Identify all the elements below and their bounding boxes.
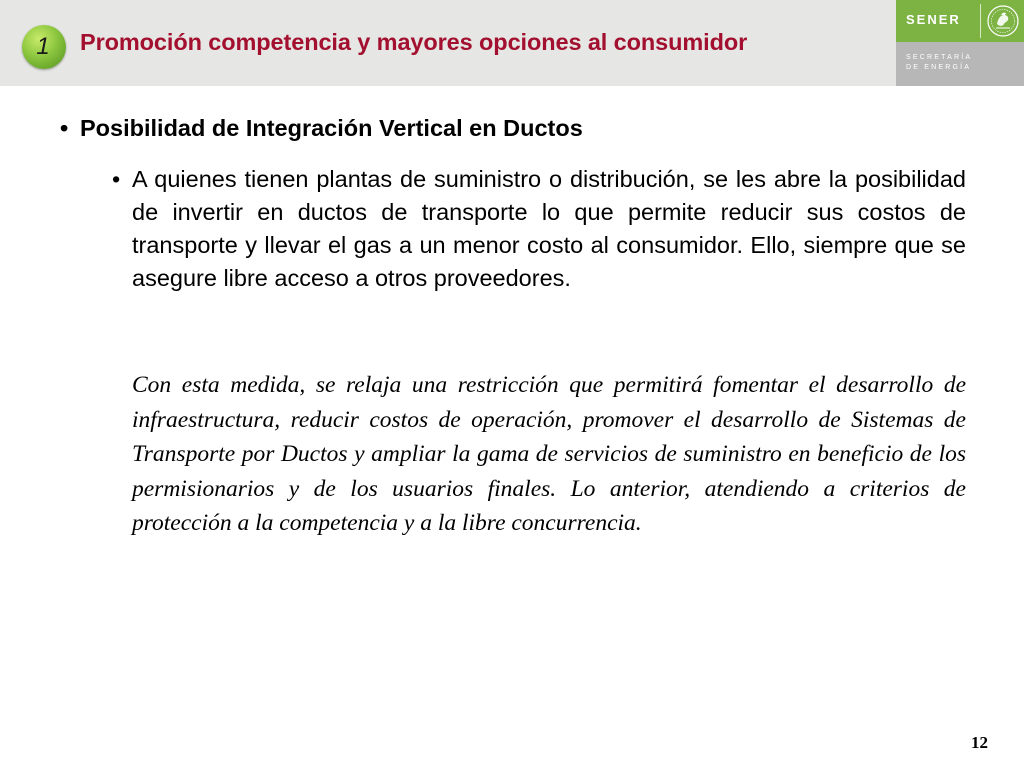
italic-paragraph: Con esta medida, se relaja una restricción que permitirá fomentar el desarrollo de infraestructura, reducir costos de operación, promover el desarrollo de Sistemas de Transporte por Ductos y ampliar la gama de servicios de suministro en beneficio de los permisionarios y de los usuarios finales. Lo anterior, atendiendo a criterios de protección a la competencia y a la libre concurrencia. [132, 372, 966, 536]
logo-name: SENER [906, 12, 961, 27]
sub-bullet-text: A quienes tienen plantas de suministro o distribución, se les abre la posibilidad de invertir en ductos de transporte lo que permite reducir sus costos de transporte y llevar el gas a un menor costo al consumidor. Ello, siempre que se asegure libre acceso a otros proveedores. [132, 166, 966, 291]
slide-title: Promoción competencia y mayores opciones al consumidor [80, 29, 748, 55]
logo-subtitle [906, 53, 972, 73]
bullet-marker: • [112, 166, 121, 192]
sener-logo [896, 0, 1024, 86]
logo-divider [980, 4, 981, 38]
main-bullet-text: Posibilidad de Integración Vertical en Ductos [80, 115, 583, 141]
sub-bullet [112, 163, 966, 295]
page-number: 12 [971, 733, 988, 752]
logo-green-band [896, 0, 1024, 42]
logo-subtitle-line2: DE ENERGÍA [906, 64, 972, 71]
mexican-coat-of-arms-icon [986, 3, 1020, 39]
section-number: 1 [36, 33, 50, 60]
main-bullet [60, 115, 583, 142]
logo-subtitle-line1: SECRETARÍA [906, 54, 973, 61]
section-number-badge [22, 25, 66, 69]
bullet-marker: • [60, 115, 69, 141]
header-band [0, 0, 896, 88]
